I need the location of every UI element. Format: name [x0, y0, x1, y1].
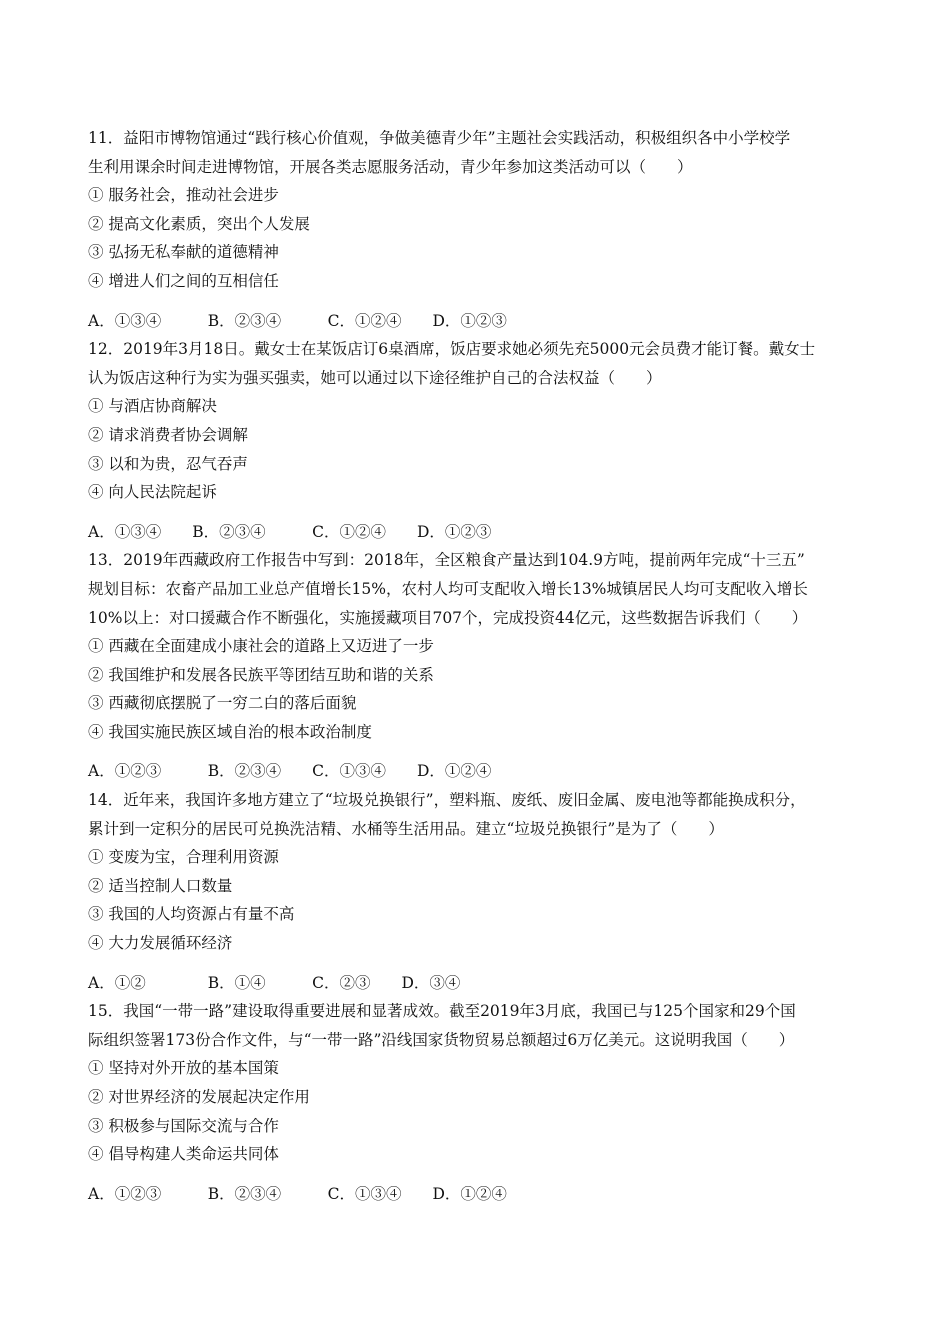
question-14 — [88, 786, 868, 997]
question-13 — [88, 546, 868, 786]
option-statement: ① 坚持对外开放的基本国策 — [88, 1059, 279, 1078]
option-statement: ③ 西藏彻底摆脱了一穷二白的落后面貌 — [88, 694, 357, 713]
answer-choices: A．①③④ B．②③④ C．①②④ D．①②③ — [88, 522, 492, 541]
option-statement: ① 西藏在全面建成小康社会的道路上又迈进了一步 — [88, 637, 434, 656]
answer-choices: A．①②③ B．②③④ C．①③④ D．①②④ — [88, 762, 492, 781]
question-11 — [88, 124, 868, 335]
question-12 — [88, 335, 868, 546]
question-stem-line: 际组织签署173份合作文件，与“一带一路”沿线国家货物贸易总额超过6万亿美元。这说明我国（ ） — [88, 1030, 795, 1049]
answer-choices: A．①② B．①④ C．②③ D．③④ — [88, 973, 461, 992]
question-stem-line: 认为饭店这种行为实为强买强卖，她可以通过以下途径维护自己的合法权益（ ） — [88, 368, 662, 387]
question-stem-line: 13．2019年西藏政府工作报告中写到：2018年，全区粮食产量达到104.9方吨，提前两年完成“十三五” — [88, 551, 805, 570]
option-statement: ② 对世界经济的发展起决定作用 — [88, 1088, 310, 1106]
option-statement: ② 适当控制人口数量 — [88, 876, 233, 895]
question-stem-line: 14．近年来，我国许多地方建立了“垃圾兑换银行”，塑料瓶、废纸、废旧金属、废电池等都能换成积分， — [88, 791, 806, 810]
answer-choices: A．①③④ B．②③④ C．①②④ D．①②③ — [88, 311, 507, 330]
option-statement: ① 与酒店协商解决 — [88, 397, 217, 416]
option-statement: ② 我国维护和发展各民族平等团结互助和谐的关系 — [88, 665, 434, 684]
question-stem-line: 12．2019年3月18日。戴女士在某饭店订6桌酒席，饭店要求她必须先充5000元会员费才能订餐。戴女士 — [88, 340, 816, 359]
question-stem-line: 累计到一定积分的居民可兑换洗洁精、水桶等生活用品。建立“垃圾兑换银行”是为了（ ） — [88, 819, 724, 838]
question-15 — [88, 997, 868, 1208]
option-statement: ③ 弘扬无私奉献的道德精神 — [88, 243, 279, 262]
option-statement: ③ 积极参与国际交流与合作 — [88, 1116, 279, 1135]
option-statement: ④ 向人民法院起诉 — [88, 483, 217, 502]
question-stem-line: 生利用课余时间走进博物馆，开展各类志愿服务活动，青少年参加这类活动可以（ ） — [88, 157, 693, 176]
option-statement: ② 请求消费者协会调解 — [88, 425, 248, 444]
question-stem-line: 规划目标：农畜产品加工业总产值增长15%，农村人均可支配收入增长13%城镇居民人均可支配收入增长 — [88, 579, 808, 598]
question-stem-line: 10%以上：对口援藏合作不断强化，实施援藏项目707个，完成投资44亿元，这些数据告诉我们（ ） — [88, 608, 808, 627]
option-statement: ④ 大力发展循环经济 — [88, 934, 233, 953]
question-stem-line: 15．我国“一带一路”建设取得重要进展和显著成效。截至2019年3月底，我国已与125个国家和29个国 — [88, 1002, 796, 1021]
option-statement: ① 服务社会，推动社会进步 — [88, 186, 279, 205]
option-statement: ② 提高文化素质，突出个人发展 — [88, 214, 310, 233]
option-statement: ① 变废为宝，合理利用资源 — [88, 848, 279, 867]
question-sheet — [88, 124, 868, 1208]
option-statement: ③ 以和为贵，忍气吞声 — [88, 454, 248, 473]
option-statement: ④ 增进人们之间的互相信任 — [88, 271, 279, 290]
question-stem-line: 11．益阳市博物馆通过“践行核心价值观，争做美德青少年”主题社会实践活动，积极组织各中小学校学 — [88, 129, 791, 147]
answer-choices: A．①②③ B．②③④ C．①③④ D．①②④ — [88, 1184, 507, 1203]
option-statement: ④ 我国实施民族区域自治的根本政治制度 — [88, 722, 372, 741]
option-statement: ③ 我国的人均资源占有量不高 — [88, 905, 295, 924]
option-statement: ④ 倡导构建人类命运共同体 — [88, 1145, 279, 1164]
